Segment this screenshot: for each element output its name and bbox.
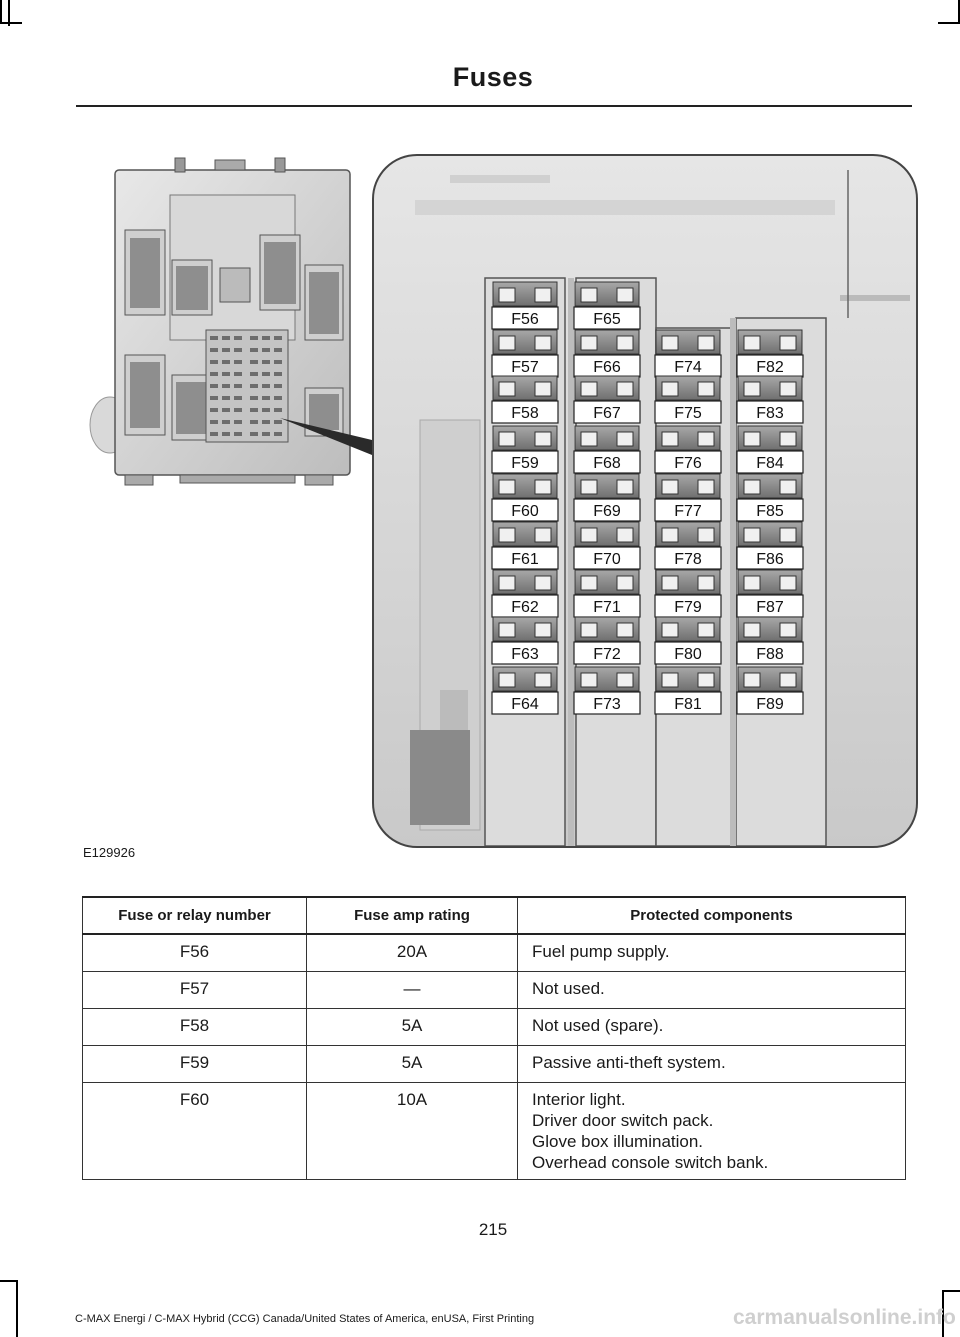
fuse-number: F57 [83,972,307,1009]
fuse-terminal [780,528,796,542]
fuse-terminal [698,576,714,590]
component-line: Not used (spare). [532,1016,664,1035]
fuse-panel-detail [373,155,917,850]
fuse-number: F56 [83,934,307,972]
fuse-label-f57: F57 [511,359,539,376]
protected-components [518,1009,906,1046]
table-header-row [83,897,906,934]
fuse-terminal [581,673,597,687]
fuse-terminal [581,623,597,637]
fuse-terminal [662,576,678,590]
fuse-terminal [744,382,760,396]
fuse-terminal [744,336,760,350]
fuse-label-f80: F80 [674,646,702,663]
fuse-terminal [698,528,714,542]
fuse-terminal [698,623,714,637]
fuse-terminal [535,528,551,542]
fuse-terminal [662,528,678,542]
protected-components [518,1046,906,1083]
component-line: Not used. [532,979,605,998]
fuse-label-f62: F62 [511,599,539,616]
fuse-terminal [662,623,678,637]
fuse-terminal [780,623,796,637]
fuse-label-f67: F67 [593,405,621,422]
fuse-terminal [780,432,796,446]
fuse-terminal [698,480,714,494]
fuse-terminal [535,576,551,590]
component-line: Driver door switch pack. [532,1111,714,1130]
fuse-terminal [617,382,633,396]
fuse-terminal [662,673,678,687]
overview-unit [90,158,350,485]
fuse-label-f82: F82 [756,359,784,376]
amp-rating: — [307,972,518,1009]
column-header-components: Protected components [518,897,906,934]
fuse-label-f63: F63 [511,646,539,663]
figure-id: E129926 [83,845,136,860]
component-line: Fuel pump supply. [532,942,670,961]
fuse-terminal [617,288,633,302]
fuse-label-f83: F83 [756,405,784,422]
fuse-label-f69: F69 [593,503,621,520]
fuse-label-f73: F73 [593,696,621,713]
fuse-terminal [499,432,515,446]
fuse-label-f84: F84 [756,455,784,472]
fuse-label-f76: F76 [674,455,702,472]
fuse-label-f88: F88 [756,646,784,663]
fuse-terminal [617,673,633,687]
fuse-label-f70: F70 [593,551,621,568]
table-row [83,1083,906,1180]
fuse-terminal [581,480,597,494]
fuse-terminal [744,432,760,446]
fuse-terminal [662,480,678,494]
page-number: 215 [478,1220,508,1239]
fuse-terminal [744,528,760,542]
component-line: Passive anti-theft system. [532,1053,726,1072]
fuse-terminal [581,336,597,350]
fuse-terminal [499,480,515,494]
protected-components [518,934,906,972]
fuse-terminal [499,382,515,396]
fuse-label-f86: F86 [756,551,784,568]
fuse-terminal [499,576,515,590]
fuse-terminal [617,336,633,350]
fuse-terminal [780,480,796,494]
fuse-terminal [698,336,714,350]
fuse-terminal [617,576,633,590]
fuse-label-f74: F74 [674,359,702,376]
fuse-terminal [744,673,760,687]
fuse-label-f77: F77 [674,503,702,520]
fuse-terminal [698,673,714,687]
fuse-number: F58 [83,1009,307,1046]
fuse-terminal [662,336,678,350]
fuse-terminal [617,623,633,637]
protected-components [518,972,906,1009]
fuse-terminal [581,288,597,302]
column-header-fuse: Fuse or relay number [83,897,307,934]
page-title: Fuses [452,62,534,92]
fuse-terminal [617,480,633,494]
watermark: carmanualsonline.info [733,1306,956,1329]
table-row [83,934,906,972]
fuse-label-f58: F58 [511,405,539,422]
fuse-label-f71: F71 [593,599,621,616]
fuse-label-f72: F72 [593,646,621,663]
fuse-label-f59: F59 [511,455,539,472]
protected-components [518,1083,906,1180]
amp-rating: 20A [307,934,518,972]
fuse-terminal [499,288,515,302]
fuse-terminal [581,382,597,396]
fuse-label-f79: F79 [674,599,702,616]
fuse-terminal [535,382,551,396]
fuse-terminal [535,288,551,302]
fuse-label-f68: F68 [593,455,621,472]
fuse-terminal [780,382,796,396]
column-header-amp: Fuse amp rating [307,897,518,934]
fuse-label-f81: F81 [674,696,702,713]
fuse-terminal [499,623,515,637]
fuse-terminal [698,382,714,396]
fuse-terminal [617,432,633,446]
fuse-terminal [535,432,551,446]
component-line: Glove box illumination. [532,1132,704,1151]
amp-rating: 10A [307,1083,518,1180]
fuse-terminal [535,623,551,637]
fuse-label-f78: F78 [674,551,702,568]
fuse-terminal [780,576,796,590]
fuse-terminal [499,673,515,687]
fuse-label-f75: F75 [674,405,702,422]
table-row [83,972,906,1009]
fuse-terminal [581,432,597,446]
amp-rating: 5A [307,1009,518,1046]
fuse-label-f89: F89 [756,696,784,713]
fuse-table [82,896,906,1180]
fuse-terminal [535,673,551,687]
component-line: Overhead console switch bank. [532,1153,769,1172]
fuse-terminal [535,336,551,350]
fuse-label-f65: F65 [593,311,621,328]
fuse-terminal [698,432,714,446]
fuse-terminal [780,336,796,350]
fuse-terminal [744,623,760,637]
fuse-terminal [581,528,597,542]
amp-rating: 5A [307,1046,518,1083]
fuse-terminal [581,576,597,590]
fuse-label-f87: F87 [756,599,784,616]
fuse-number: F59 [83,1046,307,1083]
footer-text: C-MAX Energi / C-MAX Hybrid (CCG) Canada/United States of America, enUSA, First Printing [75,1313,535,1325]
fuse-terminal [535,480,551,494]
component-line: Interior light. [532,1090,626,1109]
fuse-label-f56: F56 [511,311,539,328]
fuse-label-f85: F85 [756,503,784,520]
fuse-box-figure [80,150,920,855]
fuse-terminal [617,528,633,542]
fuse-label-f60: F60 [511,503,539,520]
fuse-terminal [744,480,760,494]
table-row [83,1009,906,1046]
fuse-terminal [744,576,760,590]
fuse-terminal [662,382,678,396]
fuse-label-f61: F61 [511,551,539,568]
title-divider [76,105,912,107]
fuse-terminal [662,432,678,446]
fuse-terminal [499,528,515,542]
fuse-terminal [780,673,796,687]
fuse-label-f64: F64 [511,696,539,713]
fuse-label-f66: F66 [593,359,621,376]
table-row [83,1046,906,1083]
fuse-terminal [499,336,515,350]
fuse-number: F60 [83,1083,307,1180]
